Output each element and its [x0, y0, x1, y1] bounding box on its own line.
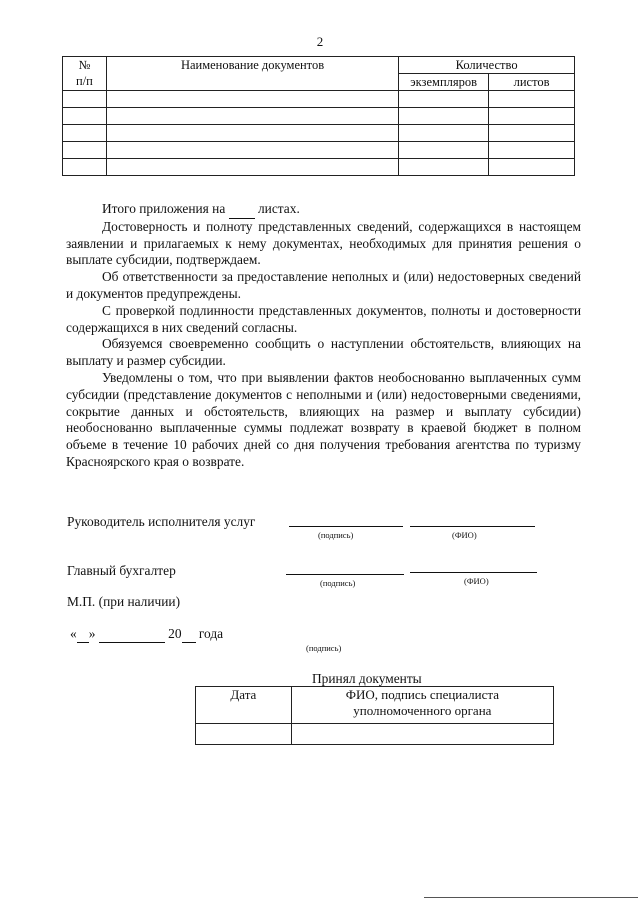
- year-prefix: 20: [168, 626, 182, 641]
- year-blank: [182, 626, 196, 643]
- date-signature-caption: (подпись): [306, 643, 342, 653]
- column-header-number: [63, 57, 107, 91]
- column-header-sheets: листов: [489, 74, 575, 91]
- total-attachments-line: [66, 201, 581, 219]
- acceptance-fio-cell: [291, 724, 553, 745]
- total-suffix: листах.: [258, 201, 300, 216]
- acceptance-header-fio: [291, 687, 553, 724]
- head-name-line: [410, 526, 535, 527]
- column-header-name: Наименование документов: [106, 57, 398, 91]
- year-suffix: года: [198, 626, 224, 641]
- month-blank: [99, 626, 165, 643]
- acceptance-header-fio-line2: уполномоченного органа: [353, 703, 492, 718]
- day-blank: [77, 626, 89, 643]
- date-open-quote: «: [70, 626, 77, 641]
- table-row: [63, 108, 575, 125]
- seal-label: М.П. (при наличии): [67, 594, 181, 609]
- paragraph-notification: Обязуемся своевременно сообщить о наступлении обстоятельств, влияющих на выплату и размер субсидии.: [66, 336, 581, 369]
- accountant-name-line: [410, 572, 537, 573]
- head-signature-line: [289, 526, 403, 527]
- date-close-quote: »: [88, 626, 96, 641]
- head-signature-label: Руководитель исполнителя услуг: [67, 514, 256, 529]
- paragraph-accuracy: Достоверность и полноту представленных сведений, содержащихся в настоящем заявлении и прилагаемых к нему документах, необходимых для принятия решения о выплате субсидии, подтверждаем.: [66, 218, 581, 268]
- scan-edge-rule: [424, 897, 638, 898]
- table-row: [63, 91, 575, 108]
- column-header-copies: экземпляров: [399, 74, 489, 91]
- head-name-caption: (ФИО): [452, 530, 477, 540]
- table-row: [63, 159, 575, 176]
- paragraph-responsibility: Об ответственности за предоставление неполных и (или) недостоверных сведений и документов предупреждены.: [66, 269, 581, 301]
- head-signature-caption: (подпись): [318, 530, 354, 540]
- page-number: 2: [316, 34, 324, 49]
- acceptance-header-fio-line1: ФИО, подпись специалиста: [345, 687, 499, 702]
- table-row: [63, 142, 575, 159]
- date-line: [70, 626, 223, 643]
- acceptance-header-date: Дата: [196, 687, 292, 724]
- accountant-signature-label: Главный бухгалтер: [67, 563, 176, 578]
- sheet-count-blank: [229, 201, 255, 219]
- column-header-number-line1: №: [78, 58, 91, 72]
- paragraph-verification: С проверкой подлинности представленных документов, полноты и достоверности содержащихся в них сведений согласны.: [66, 302, 581, 335]
- acceptance-table: [195, 686, 554, 745]
- documents-table: [62, 56, 575, 176]
- accountant-name-caption: (ФИО): [464, 576, 489, 586]
- column-header-quantity: Количество: [399, 57, 575, 74]
- acceptance-date-cell: [196, 724, 292, 745]
- column-header-number-line2: п/п: [76, 74, 93, 88]
- acceptance-title: Принял документы: [312, 671, 422, 686]
- total-prefix: Итого приложения на: [102, 201, 226, 216]
- paragraph-refund-notice: Уведомлены о том, что при выявлении фактов необоснованно выплаченных сумм субсидии (представление документов с неполными и (или) недостоверными сведениями, сокрытие данных и обстоятельств, влияющих на размер и выплату субсидии) необоснованно выплаченные суммы подлежат возврату в краевой бюджет в полном объеме в течение 10 рабочих дней со дня получения требования агентства по туризму Красноярского края о возврате.: [66, 369, 581, 469]
- declarations-block: [66, 201, 581, 471]
- accountant-signature-caption: (подпись): [320, 578, 356, 588]
- table-row: [63, 125, 575, 142]
- accountant-signature-line: [286, 574, 404, 575]
